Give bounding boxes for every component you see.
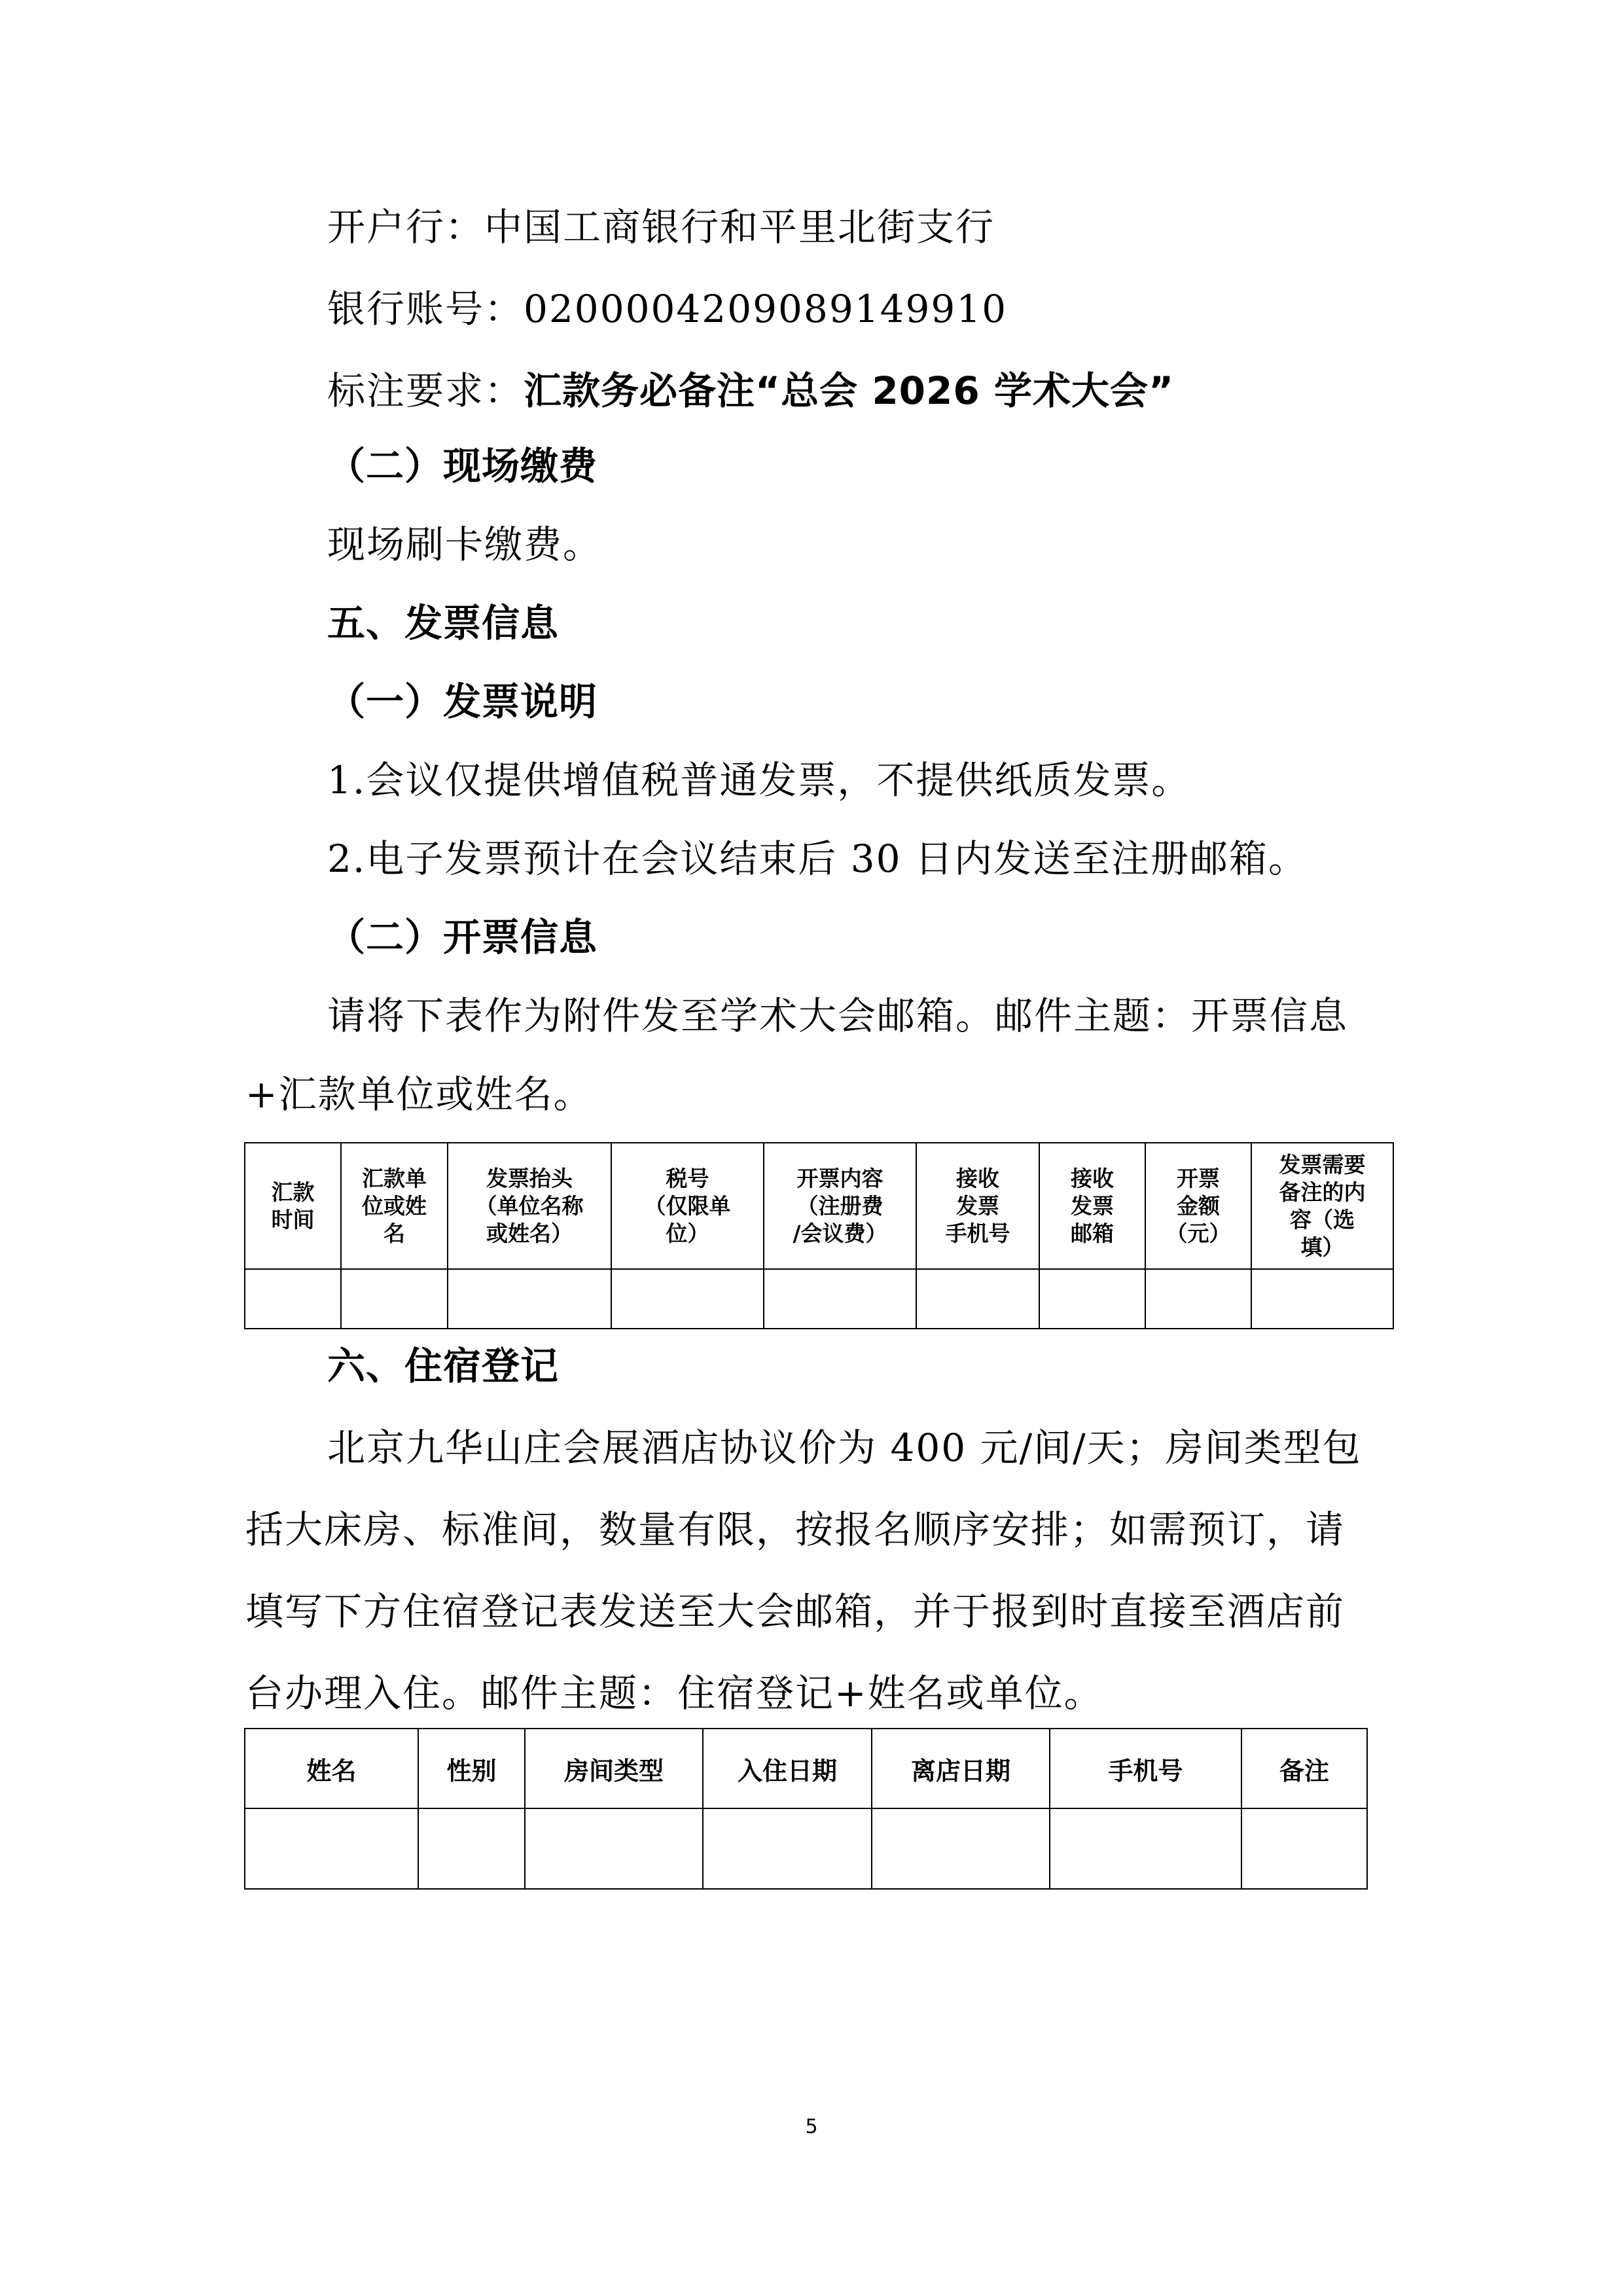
table-cell[interactable] <box>1050 1808 1241 1889</box>
header-invoice-title: 发票抬头 （单位名称 或姓名） <box>448 1143 611 1269</box>
header-room-type: 房间类型 <box>525 1729 703 1808</box>
table-cell[interactable] <box>1241 1808 1367 1889</box>
table-cell[interactable] <box>245 1269 341 1329</box>
header-remitter: 汇款单 位或姓 名 <box>341 1143 448 1269</box>
table-cell[interactable] <box>872 1808 1050 1889</box>
table-row <box>245 1808 1367 1889</box>
lodging-para-line-1: 北京九华山庄会展酒店协议价为 400 元/间/天；房间类型包 <box>327 1426 1362 1470</box>
header-remit-time: 汇款 时间 <box>245 1143 341 1269</box>
table-cell[interactable] <box>448 1269 611 1329</box>
bank-branch: 开户行：中国工商银行和平里北街支行 <box>327 205 995 249</box>
table-cell[interactable] <box>916 1269 1039 1329</box>
lodging-para-line-3: 填写下方住宿登记表发送至大会邮箱，并于报到时直接至酒店前 <box>245 1589 1346 1634</box>
header-tax-number: 税号 （仅限单 位） <box>611 1143 764 1269</box>
table-cell[interactable] <box>418 1808 525 1889</box>
header-receive-phone: 接收 发票 手机号 <box>916 1143 1039 1269</box>
header-invoice-remark: 发票需要 备注的内 容（选 填） <box>1251 1143 1393 1269</box>
header-receive-email: 接收 发票 邮箱 <box>1039 1143 1145 1269</box>
invoice-info-heading: （二）开票信息 <box>327 915 598 960</box>
remark-text: 汇款务必备注“总会 2026 学术大会” <box>524 368 1175 413</box>
header-gender: 性别 <box>418 1729 525 1808</box>
table-cell[interactable] <box>245 1808 418 1889</box>
header-invoice-content: 开票内容 （注册费 /会议费） <box>764 1143 916 1269</box>
onsite-payment-text: 现场刷卡缴费。 <box>327 522 603 567</box>
remark-label: 标注要求： <box>327 368 524 413</box>
table-cell[interactable] <box>341 1269 448 1329</box>
header-check-in-date: 入住日期 <box>703 1729 872 1808</box>
page-number: 5 <box>805 2115 818 2138</box>
invoice-item-1: 1.会议仅提供增值税普通发票，不提供纸质发票。 <box>327 758 1191 802</box>
table-cell[interactable] <box>703 1808 872 1889</box>
table-row <box>245 1269 1393 1329</box>
table-cell[interactable] <box>1039 1269 1145 1329</box>
onsite-payment-heading: （二）现场缴费 <box>327 444 598 488</box>
bank-account: 银行账号：0200004209089149910 <box>327 287 1008 331</box>
table-cell[interactable] <box>525 1808 703 1889</box>
header-name: 姓名 <box>245 1729 418 1808</box>
table-cell[interactable] <box>611 1269 764 1329</box>
table-cell[interactable] <box>1145 1269 1251 1329</box>
invoice-item-2: 2.电子发票预计在会议结束后 30 日内发送至注册邮箱。 <box>327 836 1308 881</box>
lodging-registration-table <box>244 1728 1368 1890</box>
invoice-info-table <box>244 1142 1394 1329</box>
header-remark: 备注 <box>1241 1729 1367 1808</box>
header-invoice-amount: 开票 金额 （元） <box>1145 1143 1251 1269</box>
invoice-instruction-line-1: 请将下表作为附件发至学术大会邮箱。邮件主题：开票信息 <box>327 994 1349 1038</box>
invoice-instruction-line-2: +汇款单位或姓名。 <box>245 1072 593 1117</box>
header-check-out-date: 离店日期 <box>872 1729 1050 1808</box>
lodging-para-line-4: 台办理入住。邮件主题：住宿登记+姓名或单位。 <box>245 1671 1103 1715</box>
table-cell[interactable] <box>1251 1269 1393 1329</box>
lodging-heading: 六、住宿登记 <box>327 1344 560 1388</box>
invoice-desc-heading: （一）发票说明 <box>327 679 598 724</box>
table-cell[interactable] <box>764 1269 916 1329</box>
remark-requirement <box>327 360 1174 415</box>
header-phone: 手机号 <box>1050 1729 1241 1808</box>
lodging-para-line-2: 括大床房、标准间，数量有限，按报名顺序安排；如需预订，请 <box>245 1507 1346 1552</box>
invoice-section-heading: 五、发票信息 <box>327 601 560 645</box>
